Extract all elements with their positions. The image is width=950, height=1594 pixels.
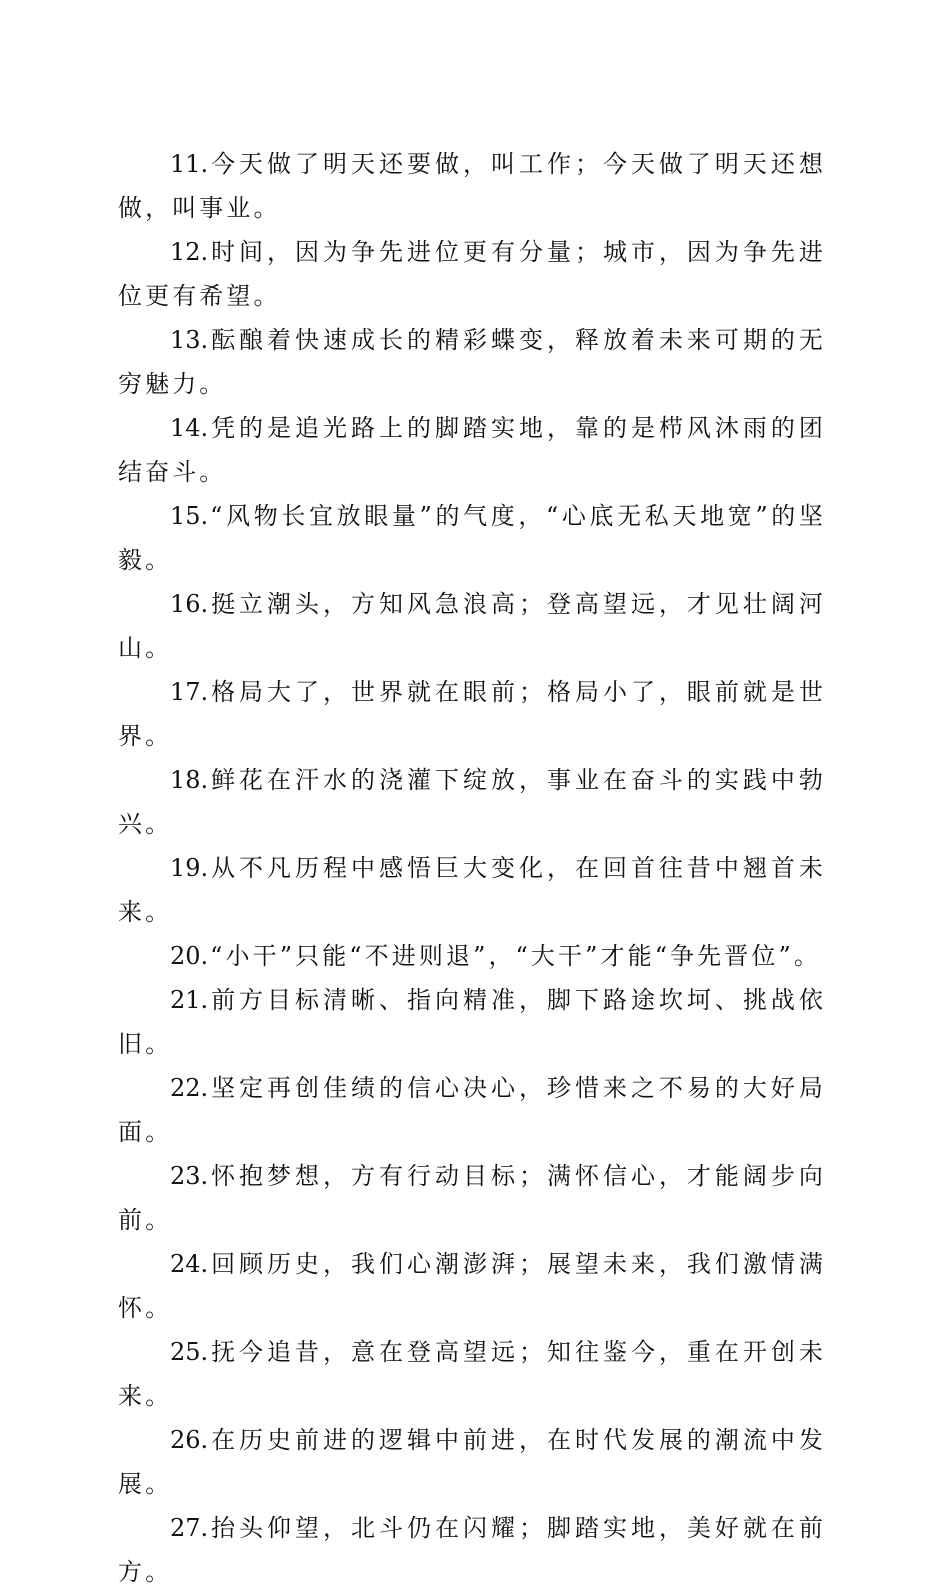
item-number: 18. <box>170 766 209 794</box>
item-number: 25. <box>170 1338 209 1366</box>
item-number: 24. <box>170 1250 209 1278</box>
item-text: 格局大了，世界就在眼前；格局小了，眼前就是世界。 <box>118 678 826 750</box>
list-item <box>118 670 826 758</box>
list-item <box>118 1242 826 1330</box>
item-text: 挺立潮头，方知风急浪高；登高望远，才见壮阔河山。 <box>118 590 826 662</box>
item-text: 今天做了明天还要做，叫工作；今天做了明天还想做，叫事业。 <box>118 150 826 222</box>
list-item <box>118 1154 826 1242</box>
item-text: 坚定再创佳绩的信心决心，珍惜来之不易的大好局面。 <box>118 1074 826 1146</box>
item-number: 27. <box>170 1514 209 1542</box>
item-number: 11. <box>170 150 209 178</box>
item-text: 从不凡历程中感悟巨大变化，在回首往昔中翘首未来。 <box>118 854 826 926</box>
item-text: 酝酿着快速成长的精彩蝶变，释放着未来可期的无穷魅力。 <box>118 326 826 398</box>
item-number: 16. <box>170 590 209 618</box>
item-text: 怀抱梦想，方有行动目标；满怀信心，才能阔步向前。 <box>118 1162 826 1234</box>
list-item <box>118 230 826 318</box>
item-text: 抚今追昔，意在登高望远；知往鉴今，重在开创未来。 <box>118 1338 826 1410</box>
item-text: 时间，因为争先进位更有分量；城市，因为争先进位更有希望。 <box>118 238 826 310</box>
list-item <box>118 1418 826 1506</box>
item-text: 鲜花在汗水的浇灌下绽放，事业在奋斗的实践中勃兴。 <box>118 766 826 838</box>
item-number: 13. <box>170 326 209 354</box>
item-number: 15. <box>170 502 209 530</box>
item-number: 12. <box>170 238 209 266</box>
list-item <box>118 758 826 846</box>
list-item <box>118 846 826 934</box>
item-text: 在历史前进的逻辑中前进，在时代发展的潮流中发展。 <box>118 1426 826 1498</box>
list-item <box>118 582 826 670</box>
list-item <box>118 406 826 494</box>
list-item <box>118 978 826 1066</box>
list-item <box>118 142 826 230</box>
item-number: 26. <box>170 1426 209 1454</box>
item-number: 23. <box>170 1162 209 1190</box>
item-text: 回顾历史，我们心潮澎湃；展望未来，我们激情满怀。 <box>118 1250 826 1322</box>
quote-list <box>118 142 826 1594</box>
list-item <box>118 1506 826 1594</box>
item-number: 22. <box>170 1074 209 1102</box>
item-text: 前方目标清晰、指向精准，脚下路途坎坷、挑战依旧。 <box>118 986 826 1058</box>
item-text: 抬头仰望，北斗仍在闪耀；脚踏实地，美好就在前方。 <box>118 1514 826 1586</box>
item-number: 14. <box>170 414 209 442</box>
list-item <box>118 934 826 978</box>
list-item <box>118 318 826 406</box>
item-number: 20. <box>170 942 209 970</box>
item-number: 21. <box>170 986 209 1014</box>
list-item <box>118 494 826 582</box>
item-text: “小干”只能“不进则退”，“大干”才能“争先晋位”。 <box>210 942 821 970</box>
item-number: 17. <box>170 678 209 706</box>
list-item <box>118 1066 826 1154</box>
item-text: 凭的是追光路上的脚踏实地，靠的是栉风沐雨的团结奋斗。 <box>118 414 826 486</box>
item-text: “风物长宜放眼量”的气度，“心底无私天地宽”的坚毅。 <box>118 502 826 574</box>
list-item <box>118 1330 826 1418</box>
item-number: 19. <box>170 854 209 882</box>
